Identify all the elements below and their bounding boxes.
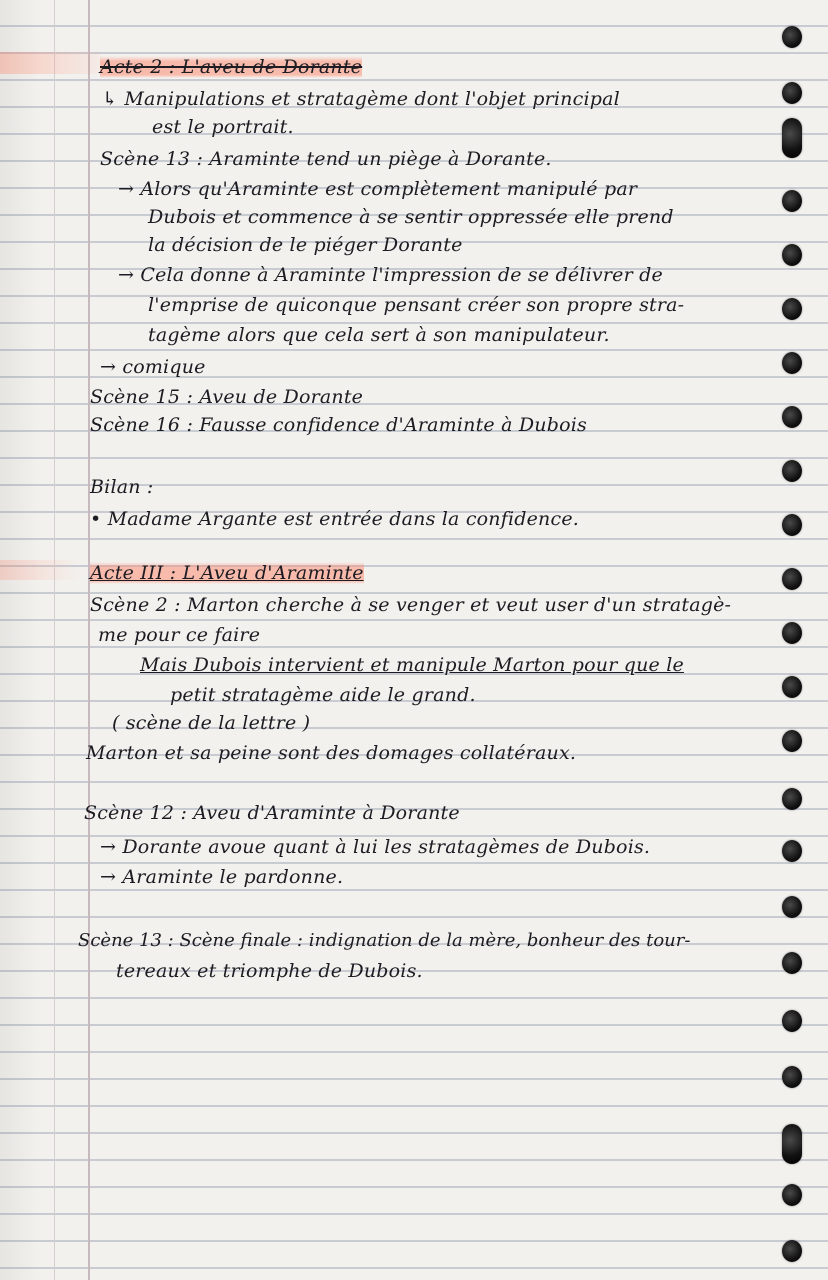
- binder-hole: [782, 406, 802, 428]
- binder-hole: [782, 896, 802, 918]
- note-line: ↳ Manipulations et stratagème dont l'objet principal: [102, 88, 620, 110]
- binder-hole: [782, 118, 802, 158]
- note-line: → Araminte le pardonne.: [100, 866, 344, 888]
- binder-hole: [782, 352, 802, 374]
- note-line: → Cela donne à Araminte l'impression de se délivrer de: [118, 264, 663, 286]
- binder-hole: [782, 730, 802, 752]
- summary-heading: Bilan :: [90, 476, 154, 498]
- binder-hole: [782, 1010, 802, 1032]
- binder-hole: [782, 676, 802, 698]
- note-line: petit stratagème aide le grand.: [170, 684, 476, 706]
- scene-heading: Scène 13 : Scène finale : indignation de la mère, bonheur des tour-: [78, 930, 691, 951]
- note-line: → Alors qu'Araminte est complètement manipulé par: [118, 178, 638, 200]
- scene-heading: Scène 16 : Fausse confidence d'Araminte à Dubois: [90, 414, 587, 436]
- binder-hole: [782, 568, 802, 590]
- scene-heading: Scène 12 : Aveu d'Araminte à Dorante: [84, 802, 460, 824]
- binder-hole: [782, 298, 802, 320]
- binder-hole: [782, 788, 802, 810]
- binder-hole: [782, 1124, 802, 1164]
- binder-hole: [782, 82, 802, 104]
- note-line: tereaux et triomphe de Dubois.: [116, 960, 423, 982]
- binder-hole: [782, 1240, 802, 1262]
- left-margin-line: [88, 0, 90, 1280]
- note-line: la décision de le piéger Dorante: [148, 234, 463, 256]
- highlighter-smear: [0, 52, 100, 74]
- binder-hole: [782, 190, 802, 212]
- act2-heading-highlight: Acte 2 : L'aveu de Dorante: [100, 56, 363, 78]
- act3-heading-highlight: Acte III : L'Aveu d'Araminte: [90, 562, 364, 584]
- note-line: Marton et sa peine sont des domages collatéraux.: [86, 742, 577, 764]
- binder-hole: [782, 26, 802, 48]
- note-line: Dubois et commence à se sentir oppressée elle prend: [148, 206, 674, 228]
- scene-heading: Scène 2 : Marton cherche à se venger et veut user d'un stratagè-: [90, 594, 732, 616]
- binder-holes: [770, 0, 810, 1280]
- note-line: tagème alors que cela sert à son manipulateur.: [148, 324, 610, 346]
- act2-heading: [100, 54, 362, 80]
- left-margin-faint-line: [54, 0, 55, 1280]
- binder-hole: [782, 622, 802, 644]
- note-line: l'emprise de quiconque pensant créer son propre stra-: [148, 294, 685, 316]
- binder-hole: [782, 840, 802, 862]
- scene-heading: Scène 13 : Araminte tend un piège à Dorante.: [100, 148, 552, 170]
- binder-hole: [782, 1066, 802, 1088]
- note-line: est le portrait.: [152, 116, 294, 138]
- note-line: me pour ce faire: [98, 624, 261, 646]
- binder-hole: [782, 1184, 802, 1206]
- binder-hole: [782, 952, 802, 974]
- highlighter-smear: [0, 560, 82, 580]
- summary-item: • Madame Argante est entrée dans la confidence.: [90, 508, 580, 530]
- binder-hole: [782, 514, 802, 536]
- note-line: Mais Dubois intervient et manipule Marton pour que le: [140, 654, 684, 676]
- note-line: → Dorante avoue quant à lui les stratagèmes de Dubois.: [100, 836, 651, 858]
- act3-heading: [90, 560, 364, 586]
- note-line: → comique: [100, 356, 206, 378]
- note-line: ( scène de la lettre ): [112, 712, 311, 734]
- binder-hole: [782, 460, 802, 482]
- scene-heading: Scène 15 : Aveu de Dorante: [90, 386, 364, 408]
- binder-hole: [782, 244, 802, 266]
